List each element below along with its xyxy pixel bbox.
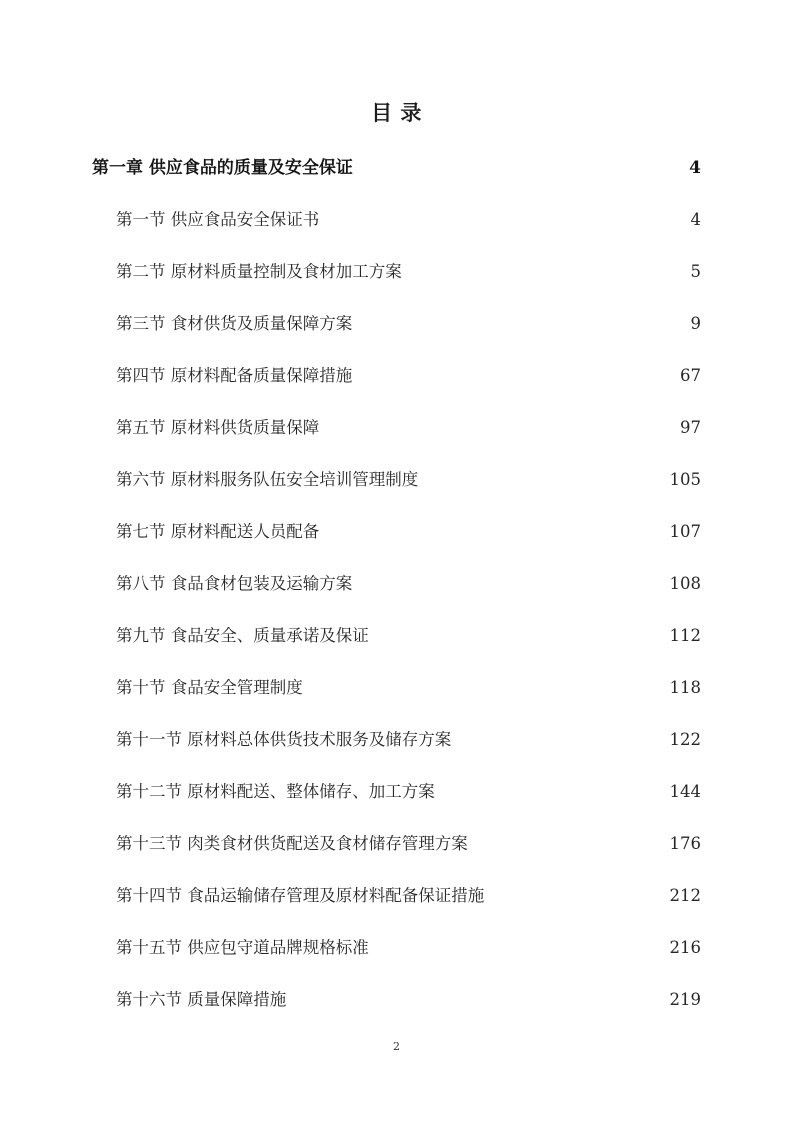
toc-entry[interactable] <box>116 662 701 714</box>
toc-entry[interactable] <box>116 766 701 818</box>
toc-entry-page-number: 122 <box>669 730 701 749</box>
toc-entry[interactable] <box>116 506 701 558</box>
toc-entry[interactable] <box>116 350 701 402</box>
toc-dot-leader <box>468 833 669 849</box>
toc-dot-leader <box>353 157 688 173</box>
toc-entry-page-number: 219 <box>669 990 701 1009</box>
toc-dot-leader <box>286 989 668 1005</box>
toc-entry-label: 第四节 原材料配备质量保障措施 <box>116 366 353 385</box>
page-number-footer: 2 <box>393 1040 400 1053</box>
toc-entry-label: 第一节 供应食品安全保证书 <box>116 210 320 229</box>
toc-dot-leader <box>303 677 669 693</box>
toc-entry-label: 第九节 食品安全、质量承诺及保证 <box>116 626 369 645</box>
toc-entry-label: 第十四节 食品运输储存管理及原材料配备保证措施 <box>116 886 485 905</box>
toc-entry-page-number: 216 <box>669 938 701 957</box>
toc-entry-label: 第十二节 原材料配送、整体储存、加工方案 <box>116 782 435 801</box>
toc-entry-page-number: 105 <box>669 470 701 489</box>
toc-entry-page-number: 67 <box>680 366 701 385</box>
toc-entry[interactable] <box>116 298 701 350</box>
toc-entry-page-number: 97 <box>680 418 701 437</box>
toc-entry-label: 第三节 食材供货及质量保障方案 <box>116 314 353 333</box>
toc-entry-label: 第十节 食品安全管理制度 <box>116 678 303 697</box>
toc-dot-leader <box>352 365 679 381</box>
toc-entry-page-number: 144 <box>669 782 701 801</box>
toc-dot-leader <box>319 521 668 537</box>
toc-entry[interactable] <box>116 922 701 974</box>
toc-entry-page-number: 5 <box>690 262 701 281</box>
toc-dot-leader <box>319 417 679 433</box>
toc-entry-page-number: 112 <box>669 626 701 645</box>
toc-dot-leader <box>435 781 669 797</box>
toc-dot-leader <box>484 885 668 901</box>
toc-entry-page-number: 118 <box>669 678 701 697</box>
toc-dot-leader <box>319 209 689 225</box>
toc-entry[interactable] <box>116 558 701 610</box>
toc-entry-label: 第六节 原材料服务队伍安全培训管理制度 <box>116 470 419 489</box>
toc-entry-label: 第七节 原材料配送人员配备 <box>116 522 320 541</box>
toc-entry[interactable] <box>116 246 701 298</box>
toc-entry[interactable] <box>116 870 701 922</box>
toc-entry-page-number: 9 <box>690 314 701 333</box>
toc-dot-leader <box>369 625 669 641</box>
toc-dot-leader <box>352 573 668 589</box>
toc-entry-label: 第二节 原材料质量控制及食材加工方案 <box>116 262 402 281</box>
toc-entry[interactable] <box>116 610 701 662</box>
toc-entry[interactable] <box>116 194 701 246</box>
toc-dot-leader <box>418 469 668 485</box>
toc-entry[interactable] <box>116 454 701 506</box>
toc-entry-label: 第十一节 原材料总体供货技术服务及储存方案 <box>116 730 452 749</box>
page-title: 目 录 <box>371 100 422 125</box>
toc-entry-page-number: 4 <box>690 210 701 229</box>
toc-entry-page-number: 176 <box>669 834 701 853</box>
toc-entry-page-number: 212 <box>669 886 701 905</box>
toc-entry-page-number: 4 <box>689 158 701 178</box>
toc-dot-leader <box>352 313 689 329</box>
toc-entry-page-number: 107 <box>669 522 701 541</box>
toc-entry-label: 第一章 供应食品的质量及安全保证 <box>92 158 353 178</box>
toc-entry[interactable] <box>92 142 701 194</box>
toc-entry[interactable] <box>116 714 701 766</box>
toc-entry-label: 第十六节 质量保障措施 <box>116 990 287 1009</box>
table-of-contents <box>92 142 701 1026</box>
toc-entry[interactable] <box>116 402 701 454</box>
toc-entry[interactable] <box>116 974 701 1026</box>
toc-dot-leader <box>451 729 668 745</box>
toc-entry-label: 第十五节 供应包守道品牌规格标准 <box>116 938 369 957</box>
toc-dot-leader <box>369 937 669 953</box>
toc-entry-label: 第八节 食品食材包装及运输方案 <box>116 574 353 593</box>
toc-entry[interactable] <box>116 818 701 870</box>
toc-entry-label: 第五节 原材料供货质量保障 <box>116 418 320 437</box>
toc-entry-page-number: 108 <box>669 574 701 593</box>
toc-entry-label: 第十三节 肉类食材供货配送及食材储存管理方案 <box>116 834 468 853</box>
toc-dot-leader <box>402 261 690 277</box>
